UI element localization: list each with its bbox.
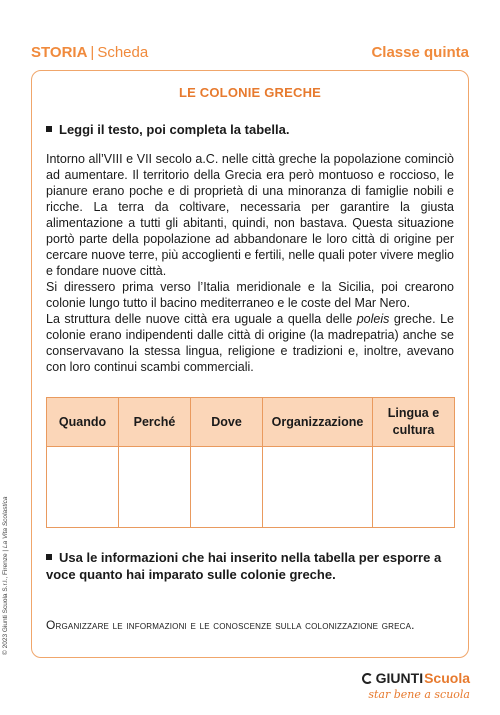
paragraph-3-part-1: La struttura delle nuove città era uguale a quella delle	[46, 312, 357, 326]
bullet-icon	[46, 126, 52, 132]
page-header	[31, 44, 469, 64]
col-header-perche: Perché	[119, 398, 191, 447]
logo-tagline: star bene a scuola	[368, 688, 470, 701]
instruction-read	[46, 121, 454, 138]
copyright-note	[2, 497, 9, 655]
header-left	[31, 44, 148, 61]
copyright-text: © 2023 Giunti Scuola S.r.l., Firenze |	[2, 548, 9, 655]
learning-goal: Organizzare le informazioni e le conoscenze sulla colonizzazione greca.	[46, 618, 415, 632]
paragraph-3-part-2: greche. Le colonie erano indipendenti dalle città di origine (la madrepatria) anche se conservavano la stessa lingua, religione e tradizioni e, inoltre, avevano con loro continui scambi commerciali.	[46, 312, 454, 374]
colonies-table	[46, 397, 455, 528]
worksheet-frame	[31, 70, 469, 658]
giunti-g-icon	[362, 673, 373, 684]
logo-brand: GIUNTI	[375, 670, 424, 686]
paragraph-2: Si diressero prima verso l’Italia meridionale e la Sicilia, poi crearono colonie lungo tutto il bacino mediterraneo e le coste del Mar Nero.	[46, 280, 454, 310]
table-header-row	[47, 398, 455, 447]
cell-dove[interactable]	[191, 447, 263, 528]
poleis-term: poleis	[356, 312, 390, 326]
giunti-logo	[362, 670, 470, 701]
cell-organizzazione[interactable]	[263, 447, 373, 528]
cell-quando[interactable]	[47, 447, 119, 528]
instruction-expose	[46, 549, 454, 583]
magazine-name: La Vita Scolastica	[2, 496, 9, 549]
col-header-dove: Dove	[191, 398, 263, 447]
paragraph-1: Intorno all’VIII e VII secolo a.C. nelle città greche la popolazione cominciò ad aumentare. Il territorio della Grecia era però montuoso e roccioso, le pianure erano poche e di proprietà di una minoranza di famiglie nobili e ricche. La terra da coltivare, necessaria per garantire la giusta alimentazione a tutti gli abitanti, quindi, non bastava. Questa situazione portò parte della popolazione ad abbandonare le loro città di origine per cercare nuove terre, più accoglienti e fertili, nelle quali poter vivere meglio e fondare nuove città.	[46, 152, 454, 278]
cell-perche[interactable]	[119, 447, 191, 528]
logo-wordmark	[362, 670, 470, 686]
col-header-quando: Quando	[47, 398, 119, 447]
table-row	[47, 447, 455, 528]
subject-label: STORIA	[31, 44, 88, 61]
header-separator: |	[90, 44, 95, 61]
bullet-icon	[46, 554, 52, 560]
logo-scuola: Scuola	[424, 670, 470, 686]
section-label: Scheda	[97, 44, 149, 61]
grade-label: Classe quinta	[371, 44, 469, 61]
instruction-read-text: Leggi il testo, poi completa la tabella.	[59, 122, 290, 137]
col-header-lingua-cultura: Lingua e cultura	[373, 398, 455, 447]
cell-lingua-cultura[interactable]	[373, 447, 455, 528]
instruction-expose-text: Usa le informazioni che hai inserito nella tabella per esporre a voce quanto hai imparato sulle colonie greche.	[46, 550, 442, 582]
paragraph-3	[46, 311, 454, 375]
reading-text	[46, 151, 454, 375]
worksheet-title: LE COLONIE GRECHE	[178, 85, 322, 100]
col-header-organizzazione: Organizzazione	[263, 398, 373, 447]
